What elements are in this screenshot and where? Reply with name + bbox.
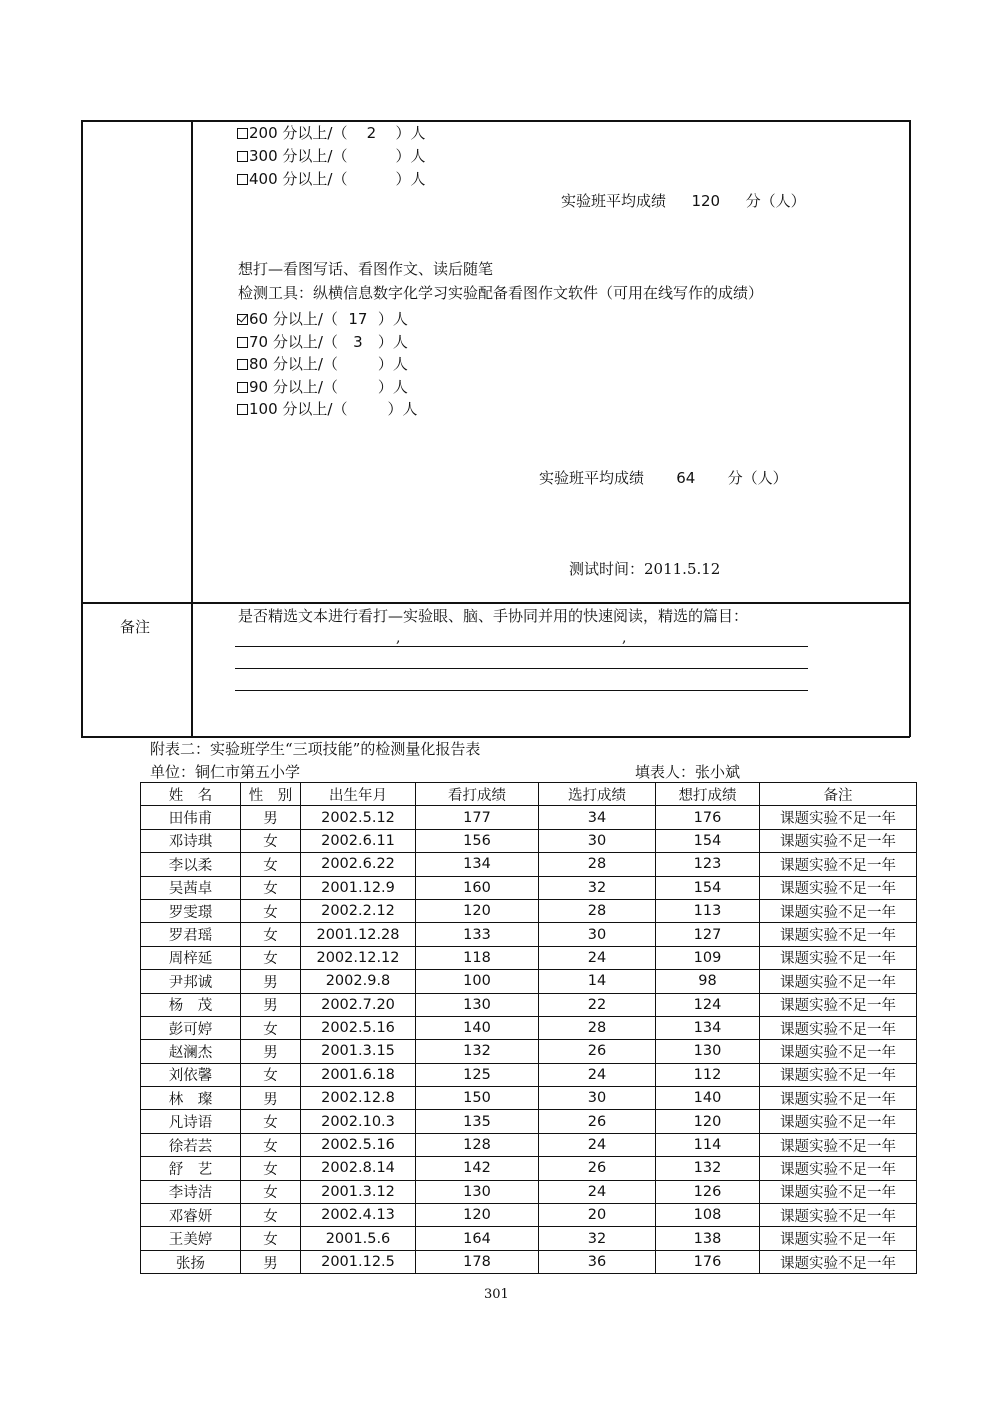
table-cell: 140 (416, 1016, 539, 1039)
table-cell: 课题实验不足一年 (760, 899, 917, 922)
table-cell: 课题实验不足一年 (760, 1157, 917, 1180)
appendix-unit: 单位：铜仁市第五小学 (150, 763, 301, 781)
option-suffix: ）人 (377, 310, 408, 328)
checkbox-icon[interactable] (237, 404, 248, 415)
table-cell: 32 (539, 876, 656, 899)
table-cell: 舒 艺 (141, 1157, 241, 1180)
table-cell: 176 (656, 1250, 760, 1273)
table-cell: 2001.12.9 (301, 876, 416, 899)
table-cell: 120 (416, 899, 539, 922)
table-row (141, 1087, 917, 1110)
option-label: 60 分以上/（ (249, 310, 338, 328)
table-cell: 2001.3.15 (301, 1040, 416, 1063)
remark-comma-2: , (622, 630, 627, 646)
table-cell: 田伟甫 (141, 806, 241, 829)
table-cell: 女 (241, 1204, 301, 1227)
table-cell: 2002.12.12 (301, 946, 416, 969)
table-row (141, 923, 917, 946)
xiang-average-label: 实验班平均成绩 (539, 469, 645, 487)
table-cell: 女 (241, 829, 301, 852)
table-cell: 彭可婷 (141, 1016, 241, 1039)
table-cell: 课题实验不足一年 (760, 1250, 917, 1273)
checkbox-icon[interactable] (237, 128, 248, 139)
kan-average-score (561, 190, 806, 211)
header-gender: 性 别 (241, 783, 301, 806)
option-suffix: ）人 (377, 332, 408, 351)
table-cell: 课题实验不足一年 (760, 1016, 917, 1039)
table-cell: 2002.4.13 (301, 1204, 416, 1227)
table-cell: 24 (539, 1063, 656, 1086)
table-cell: 2002.12.8 (301, 1087, 416, 1110)
table-cell: 2001.12.5 (301, 1250, 416, 1273)
table-row (141, 876, 917, 899)
table-row (141, 829, 917, 852)
header-kan-score: 看打成绩 (416, 783, 539, 806)
table-row (141, 1227, 917, 1250)
table-cell: 课题实验不足一年 (760, 946, 917, 969)
appendix-filler: 填表人：张小斌 (635, 763, 741, 781)
table-cell: 120 (656, 1110, 760, 1133)
table-cell: 133 (416, 923, 539, 946)
score-option (237, 168, 425, 189)
table-cell: 126 (656, 1180, 760, 1203)
option-label: 100 分以上/（ (249, 400, 348, 418)
checkbox-icon[interactable] (237, 174, 248, 185)
table-cell: 2002.7.20 (301, 993, 416, 1016)
table-cell: 124 (656, 993, 760, 1016)
table-cell: 课题实验不足一年 (760, 1110, 917, 1133)
table-cell: 150 (416, 1087, 539, 1110)
remark-comma-1: , (396, 630, 401, 646)
table-cell: 176 (656, 806, 760, 829)
table-row (141, 970, 917, 993)
score-option (237, 145, 425, 166)
table-cell: 108 (656, 1204, 760, 1227)
table-cell: 30 (539, 1087, 656, 1110)
table-cell: 男 (241, 970, 301, 993)
table-cell: 课题实验不足一年 (760, 1063, 917, 1086)
table-cell: 125 (416, 1063, 539, 1086)
xiang-average-value: 64 (676, 469, 696, 487)
table-cell: 134 (656, 1016, 760, 1039)
appendix-title: 附表二：实验班学生“三项技能”的检测量化报告表 (150, 740, 481, 758)
table-cell: 28 (539, 899, 656, 922)
table-cell: 120 (416, 1204, 539, 1227)
table-cell: 课题实验不足一年 (760, 970, 917, 993)
table-cell: 尹邦诚 (141, 970, 241, 993)
table-cell: 李诗洁 (141, 1180, 241, 1203)
xiang-average-score (539, 467, 788, 488)
table-cell: 127 (656, 923, 760, 946)
table-cell: 2002.5.16 (301, 1016, 416, 1039)
table-cell: 24 (539, 1180, 656, 1203)
table-cell: 凡诗语 (141, 1110, 241, 1133)
option-count: 2 (366, 124, 377, 142)
score-option (237, 353, 408, 374)
table-row (141, 899, 917, 922)
table-cell: 女 (241, 946, 301, 969)
table-cell: 吴茜卓 (141, 876, 241, 899)
table-cell: 女 (241, 1180, 301, 1203)
score-option (237, 331, 408, 352)
table-cell: 课题实验不足一年 (760, 853, 917, 876)
table-row (141, 1016, 917, 1039)
table-cell: 2002.10.3 (301, 1110, 416, 1133)
table-row (141, 946, 917, 969)
table-cell: 14 (539, 970, 656, 993)
table-cell: 134 (416, 853, 539, 876)
option-count: 17 (348, 310, 368, 328)
checkbox-icon[interactable] (237, 359, 248, 370)
xiang-heading: 想打—看图写话、看图作文、读后随笔 (238, 260, 494, 278)
kan-average-unit: 分（人） (745, 192, 806, 210)
option-suffix: ）人 (395, 147, 426, 165)
table-cell: 李以柔 (141, 853, 241, 876)
table-cell: 113 (656, 899, 760, 922)
table-cell: 女 (241, 899, 301, 922)
score-option (237, 308, 408, 329)
table-cell: 课题实验不足一年 (760, 1180, 917, 1203)
table-cell: 课题实验不足一年 (760, 1087, 917, 1110)
table-cell: 22 (539, 993, 656, 1016)
table-cell: 2002.6.11 (301, 829, 416, 852)
score-option (237, 122, 425, 143)
remark-blank-line-1 (235, 646, 808, 647)
table-row (141, 853, 917, 876)
table-cell: 178 (416, 1250, 539, 1273)
table-cell: 女 (241, 1016, 301, 1039)
table-cell: 28 (539, 853, 656, 876)
score-option (237, 398, 417, 419)
option-suffix: ）人 (395, 124, 426, 142)
table-cell: 118 (416, 946, 539, 969)
option-suffix: ）人 (395, 170, 426, 188)
table-cell: 刘依馨 (141, 1063, 241, 1086)
table-cell: 36 (539, 1250, 656, 1273)
table-cell: 课题实验不足一年 (760, 1227, 917, 1250)
table-cell: 128 (416, 1133, 539, 1156)
checkbox-icon[interactable] (237, 337, 248, 348)
option-suffix: ）人 (387, 400, 418, 418)
option-label: 70 分以上/（ (249, 332, 338, 351)
table-cell: 2002.5.12 (301, 806, 416, 829)
remark-blank-line-2 (235, 668, 808, 669)
table-row (141, 1157, 917, 1180)
table-row (141, 1110, 917, 1133)
option-label: 200 分以上/（ (249, 124, 348, 142)
table-cell: 109 (656, 946, 760, 969)
table-cell: 女 (241, 1133, 301, 1156)
table-header-row (141, 783, 917, 806)
option-label: 90 分以上/（ (249, 377, 338, 396)
table-cell: 罗君瑶 (141, 923, 241, 946)
table-cell: 20 (539, 1204, 656, 1227)
table-row (141, 1180, 917, 1203)
kan-average-value: 120 (691, 192, 721, 210)
table-cell: 24 (539, 946, 656, 969)
table-cell: 26 (539, 1157, 656, 1180)
option-count: 3 (353, 332, 363, 351)
score-option (237, 376, 408, 397)
table-cell: 114 (656, 1133, 760, 1156)
table-row (141, 1040, 917, 1063)
table-cell: 34 (539, 806, 656, 829)
table-cell: 138 (656, 1227, 760, 1250)
header-xuan-score: 选打成绩 (539, 783, 656, 806)
table-cell: 2002.9.8 (301, 970, 416, 993)
table-cell: 123 (656, 853, 760, 876)
table-row (141, 1133, 917, 1156)
table-cell: 154 (656, 876, 760, 899)
table-cell: 2002.5.16 (301, 1133, 416, 1156)
table-cell: 24 (539, 1133, 656, 1156)
table-row (141, 993, 917, 1016)
remark-blank-line-3 (235, 690, 808, 691)
table-cell: 2002.6.22 (301, 853, 416, 876)
option-suffix: ）人 (377, 355, 408, 373)
table-cell: 课题实验不足一年 (760, 806, 917, 829)
option-suffix: ）人 (377, 377, 408, 396)
table-cell: 132 (656, 1157, 760, 1180)
xiang-detection-tool: 检测工具：纵横信息数字化学习实验配备看图作文软件（可用在线写作的成绩） (238, 284, 764, 302)
option-label: 300 分以上/（ (249, 147, 348, 165)
table-cell: 邓睿妍 (141, 1204, 241, 1227)
table-cell: 132 (416, 1040, 539, 1063)
table-cell: 98 (656, 970, 760, 993)
page-number: 301 (484, 1287, 509, 1302)
table-cell: 罗雯璟 (141, 899, 241, 922)
table-cell: 135 (416, 1110, 539, 1133)
table-cell: 王美婷 (141, 1227, 241, 1250)
table-cell: 160 (416, 876, 539, 899)
table-cell: 177 (416, 806, 539, 829)
table-cell: 课题实验不足一年 (760, 923, 917, 946)
table-cell: 2001.3.12 (301, 1180, 416, 1203)
header-birth: 出生年月 (301, 783, 416, 806)
table-cell: 课题实验不足一年 (760, 1040, 917, 1063)
table-cell: 32 (539, 1227, 656, 1250)
checkbox-icon[interactable] (237, 151, 248, 162)
remark-label: 备注 (120, 618, 151, 636)
student-score-table (140, 782, 917, 1274)
table-cell: 周梓延 (141, 946, 241, 969)
table-cell: 课题实验不足一年 (760, 829, 917, 852)
table-cell: 28 (539, 1016, 656, 1039)
table-cell: 杨 茂 (141, 993, 241, 1016)
table-cell: 2002.8.14 (301, 1157, 416, 1180)
table-cell: 26 (539, 1040, 656, 1063)
table-cell: 130 (416, 1180, 539, 1203)
table-cell: 张扬 (141, 1250, 241, 1273)
table-cell: 男 (241, 1250, 301, 1273)
table-cell: 邓诗琪 (141, 829, 241, 852)
table-row (141, 1250, 917, 1273)
table-cell: 100 (416, 970, 539, 993)
table-cell: 男 (241, 806, 301, 829)
test-time: 测试时间：2011.5.12 (569, 560, 721, 578)
option-label: 400 分以上/（ (249, 170, 348, 188)
table-cell: 课题实验不足一年 (760, 876, 917, 899)
table-cell: 130 (416, 993, 539, 1016)
checked-box-icon[interactable] (237, 314, 248, 325)
header-remark: 备注 (760, 783, 917, 806)
table-cell: 男 (241, 1040, 301, 1063)
header-name: 姓 名 (141, 783, 241, 806)
table-cell: 30 (539, 923, 656, 946)
table-cell: 赵澜杰 (141, 1040, 241, 1063)
table-cell: 女 (241, 1227, 301, 1250)
table-cell: 154 (656, 829, 760, 852)
table-cell: 女 (241, 853, 301, 876)
table-cell: 女 (241, 1110, 301, 1133)
table-cell: 2001.5.6 (301, 1227, 416, 1250)
table-cell: 2001.6.18 (301, 1063, 416, 1086)
table-cell: 140 (656, 1087, 760, 1110)
table-cell: 课题实验不足一年 (760, 993, 917, 1016)
table-cell: 女 (241, 876, 301, 899)
table-cell: 男 (241, 993, 301, 1016)
table-cell: 130 (656, 1040, 760, 1063)
table-cell: 30 (539, 829, 656, 852)
checkbox-icon[interactable] (237, 382, 248, 393)
table-row (141, 1204, 917, 1227)
kan-average-label: 实验班平均成绩 (561, 192, 667, 210)
table-cell: 课题实验不足一年 (760, 1204, 917, 1227)
table-cell: 156 (416, 829, 539, 852)
table-cell: 142 (416, 1157, 539, 1180)
table-cell: 男 (241, 1087, 301, 1110)
table-cell: 112 (656, 1063, 760, 1086)
table-cell: 女 (241, 923, 301, 946)
option-label: 80 分以上/（ (249, 355, 338, 373)
header-xiang-score: 想打成绩 (656, 783, 760, 806)
table-cell: 26 (539, 1110, 656, 1133)
table-cell: 164 (416, 1227, 539, 1250)
table-row (141, 1063, 917, 1086)
table-cell: 女 (241, 1157, 301, 1180)
xiang-average-unit: 分（人） (727, 469, 788, 487)
table-cell: 2002.2.12 (301, 899, 416, 922)
table-row (141, 806, 917, 829)
table-cell: 徐若芸 (141, 1133, 241, 1156)
table-cell: 课题实验不足一年 (760, 1133, 917, 1156)
remark-question: 是否精选文本进行看打—实验眼、脑、手协同并用的快速阅读，精选的篇目： (238, 607, 749, 625)
table-cell: 林 璨 (141, 1087, 241, 1110)
table-cell: 2001.12.28 (301, 923, 416, 946)
table-cell: 女 (241, 1063, 301, 1086)
